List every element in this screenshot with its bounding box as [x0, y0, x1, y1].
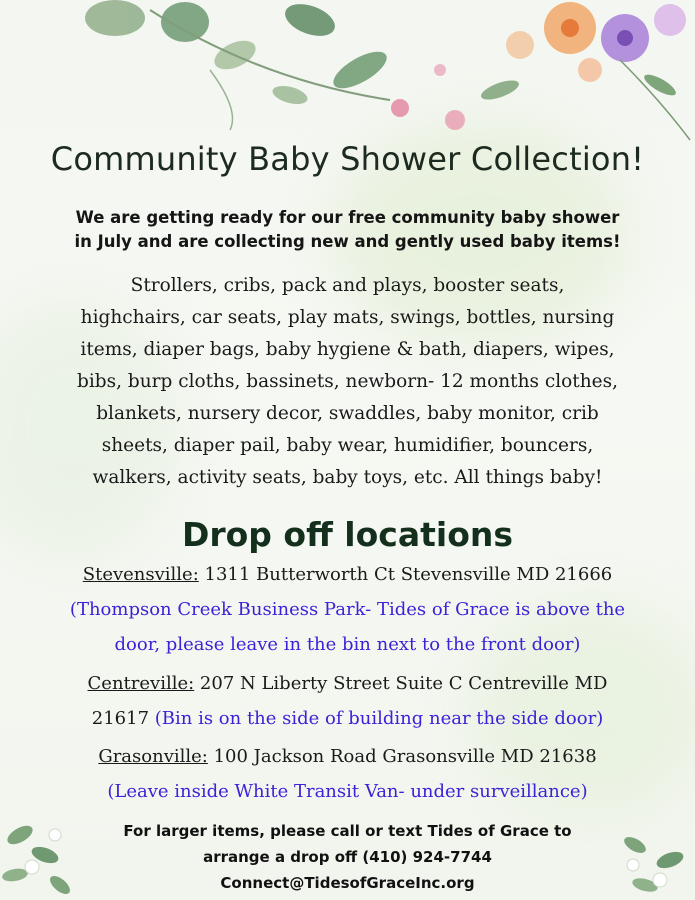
stevensville-location: [6, 558, 689, 592]
footer-email: Connect@TidesofGraceInc.org: [220, 874, 475, 892]
stevensville-note-line: door, please leave in the bin next to the front door): [114, 634, 581, 655]
stevensville-city: Stevensville:: [82, 564, 199, 585]
intro-line: We are getting ready for our free community baby shower: [75, 208, 620, 227]
items-line: blankets, nursery decor, swaddles, baby monitor, crib: [96, 403, 599, 424]
centreville-city: Centreville:: [87, 673, 195, 694]
stevensville-note: [6, 628, 689, 662]
centreville-location: [6, 667, 689, 701]
centreville-zip: 21617: [91, 708, 155, 729]
items-list: [18, 270, 677, 494]
items-line: items, diaper bags, baby hygiene & bath, diapers, wipes,: [80, 339, 615, 360]
grasonville-location: [6, 740, 689, 774]
items-line: sheets, diaper pail, baby wear, humidifier, bouncers,: [101, 435, 594, 456]
floral-decoration-icon: [60, 0, 695, 150]
centreville-note: (Bin is on the side of building near the side door): [154, 708, 604, 729]
intro-text: [30, 206, 665, 254]
page-title: Community Baby Shower Collection!: [50, 140, 645, 178]
footer-line: For larger items, please call or text Tides of Grace to: [123, 822, 572, 840]
items-line: bibs, burp cloths, bassinets, newborn- 12 months clothes,: [77, 371, 618, 392]
centreville-location-line2: [6, 702, 689, 736]
footer-contact: [0, 818, 695, 896]
footer-phone-line: arrange a drop off (410) 924-7744: [203, 848, 492, 866]
stevensville-address: 1311 Butterworth Ct Stevensville MD 21666: [198, 564, 613, 585]
grasonville-note: [6, 775, 689, 809]
dropoff-heading: Drop off locations: [181, 515, 514, 554]
centreville-address: 207 N Liberty Street Suite C Centreville MD: [194, 673, 608, 694]
items-line: Strollers, cribs, pack and plays, booster seats,: [130, 275, 565, 296]
grasonville-city: Grasonville:: [98, 746, 208, 767]
items-line: highchairs, car seats, play mats, swings, bottles, nursing: [80, 307, 615, 328]
grasonville-address: 100 Jackson Road Grasonsville MD 21638: [207, 746, 597, 767]
stevensville-note-line: (Thompson Creek Business Park- Tides of Grace is above the: [69, 599, 626, 620]
intro-line: in July and are collecting new and gently used baby items!: [74, 232, 621, 251]
stevensville-note: [6, 593, 689, 627]
items-line: walkers, activity seats, baby toys, etc. All things baby!: [92, 467, 603, 488]
grasonville-note-line: (Leave inside White Transit Van- under surveillance): [107, 781, 588, 802]
